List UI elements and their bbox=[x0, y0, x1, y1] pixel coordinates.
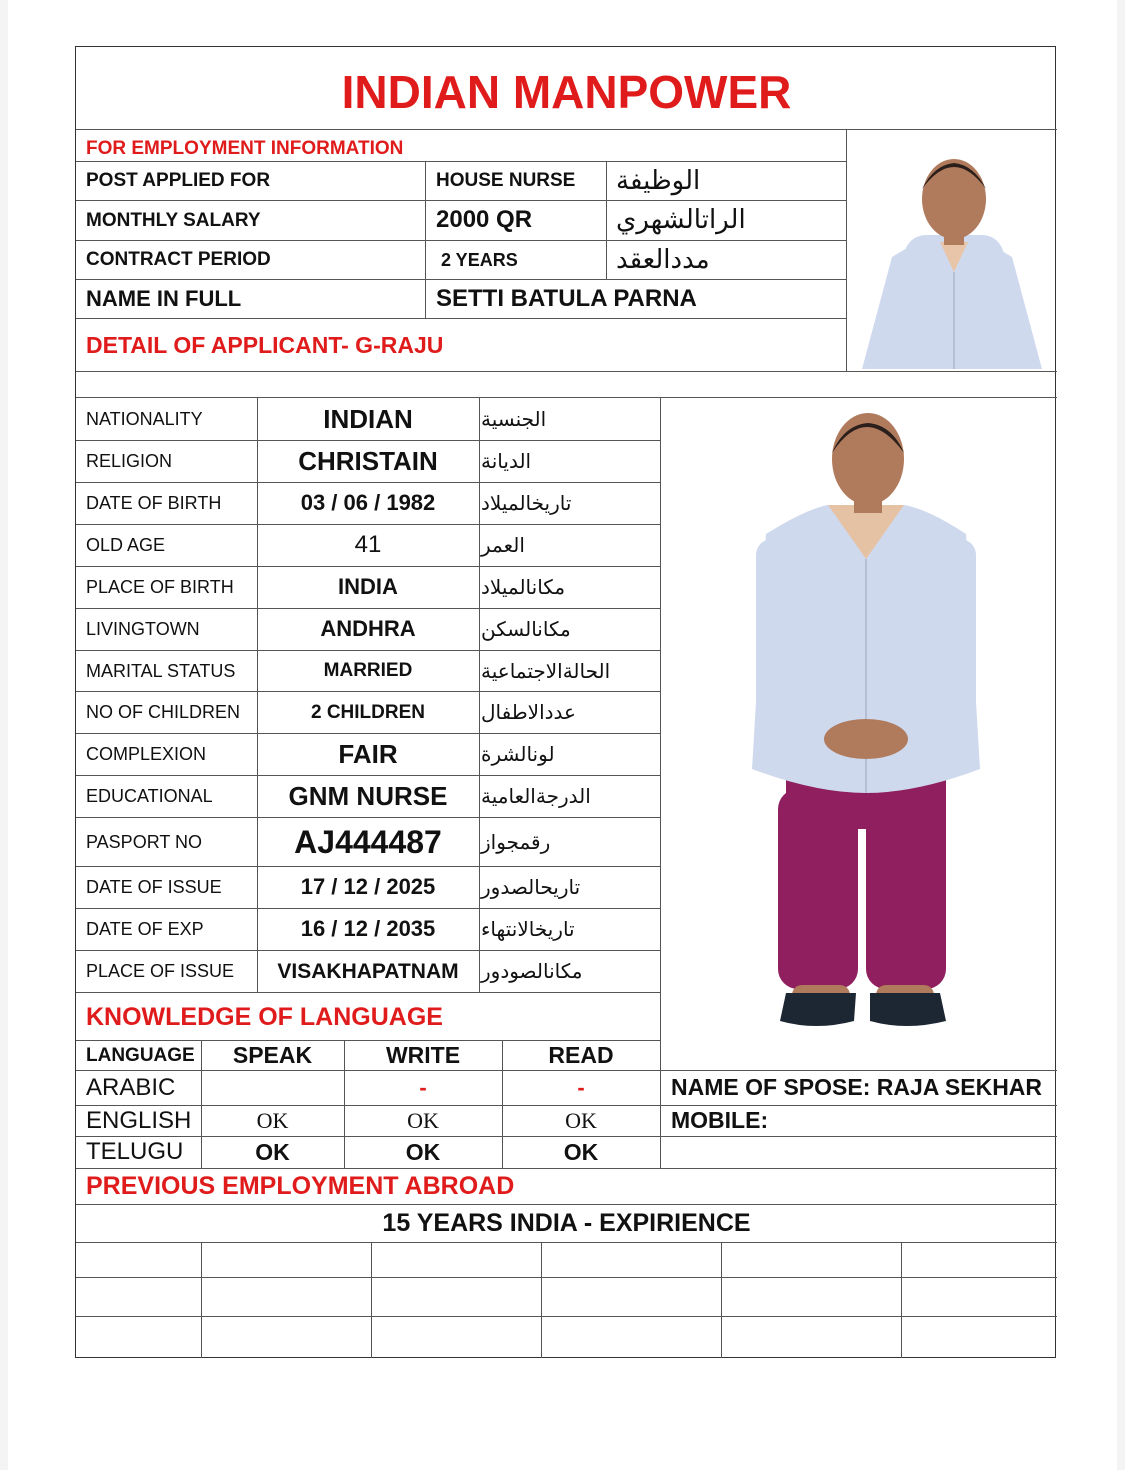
detail-arabic: العمر bbox=[481, 533, 525, 557]
detail-label: DATE OF ISSUE bbox=[86, 877, 222, 897]
detail-arabic: مكانالصودور bbox=[481, 959, 583, 983]
detail-arabic: الديانة bbox=[481, 449, 532, 473]
spouse-name: NAME OF SPOSE: RAJA SEKHAR bbox=[671, 1074, 1043, 1100]
contract-label: CONTRACT PERIOD bbox=[86, 249, 271, 270]
speak-col-header: SPEAK bbox=[232, 1041, 313, 1068]
detail-arabic: مكانالسكن bbox=[481, 617, 571, 641]
english-speak: OK bbox=[256, 1107, 289, 1133]
detail-value: INDIA bbox=[338, 574, 398, 599]
detail-arabic: رقمجواز bbox=[481, 829, 551, 854]
detail-value: AJ444487 bbox=[294, 823, 442, 860]
detail-value: CHRISTAIN bbox=[298, 446, 438, 476]
detail-arabic: لونالشرة bbox=[481, 742, 555, 766]
detail-arabic: تاريخالانتهاء bbox=[481, 917, 575, 941]
detail-label: PLACE OF ISSUE bbox=[86, 961, 235, 981]
detail-label: NATIONALITY bbox=[86, 408, 203, 429]
detail-arabic: الحالةالاجتماعية bbox=[481, 658, 611, 683]
mobile-label: MOBILE: bbox=[671, 1107, 769, 1133]
telugu-write: OK bbox=[405, 1138, 441, 1165]
english-read: OK bbox=[565, 1107, 597, 1133]
detail-label: LIVINGTOWN bbox=[86, 619, 200, 639]
read-col-header: READ bbox=[548, 1041, 614, 1068]
salary-arabic: الراتالشهري bbox=[616, 205, 746, 235]
detail-value: 2 CHILDREN bbox=[310, 701, 425, 723]
manpower-form bbox=[75, 46, 1056, 1358]
detail-value: 03 / 06 / 1982 bbox=[300, 490, 436, 515]
detail-value: INDIAN bbox=[323, 403, 413, 434]
telugu-speak: OK bbox=[255, 1138, 290, 1165]
detail-arabic: الجنسية bbox=[481, 406, 547, 431]
applicant-photo-small bbox=[862, 147, 1042, 369]
detail-value: 17 / 12 / 2025 bbox=[300, 874, 436, 899]
previous-header: PREVIOUS EMPLOYMENT ABROAD bbox=[86, 1171, 515, 1200]
post-arabic: الوظيفة bbox=[616, 165, 701, 196]
contract-value: 2 YEARS bbox=[441, 249, 518, 270]
detail-arabic: تاريخالميلاد bbox=[481, 491, 572, 515]
previous-value: 15 YEARS INDIA - EXPIRIENCE bbox=[382, 1208, 751, 1237]
arabic-write: - bbox=[419, 1074, 427, 1100]
detail-arabic: مكانالميلاد bbox=[481, 575, 566, 599]
detail-arabic: تاريحالصدور bbox=[481, 875, 581, 899]
name-label: NAME IN FULL bbox=[86, 285, 242, 311]
applicant-header: DETAIL OF APPLICANT- G-RAJU bbox=[86, 331, 444, 358]
telugu-read: OK bbox=[563, 1138, 599, 1165]
english-write: OK bbox=[407, 1107, 439, 1133]
detail-label: NO OF CHILDREN bbox=[86, 702, 241, 722]
detail-value: 16 / 12 / 2035 bbox=[300, 916, 436, 941]
detail-label: PLACE OF BIRTH bbox=[86, 577, 234, 597]
detail-value: VISAKHAPATNAM bbox=[277, 959, 459, 983]
language-name: ARABIC bbox=[86, 1073, 176, 1101]
arabic-read: - bbox=[577, 1074, 585, 1100]
salary-value: 2000 QR bbox=[436, 206, 533, 233]
person-full-photo-icon bbox=[716, 409, 1016, 1049]
detail-value: ANDHRA bbox=[320, 616, 416, 641]
detail-label: EDUCATIONAL bbox=[86, 786, 213, 806]
detail-label: OLD AGE bbox=[86, 535, 166, 555]
detail-label: DATE OF BIRTH bbox=[86, 493, 222, 513]
language-name: TELUGU bbox=[86, 1138, 184, 1165]
detail-value: MARRIED bbox=[323, 660, 413, 681]
language-name: ENGLISH bbox=[86, 1106, 192, 1134]
post-label: POST APPLIED FOR bbox=[86, 170, 271, 191]
detail-label: DATE OF EXP bbox=[86, 919, 204, 939]
detail-value: 41 bbox=[354, 531, 382, 558]
detail-label: RELIGION bbox=[86, 451, 173, 471]
detail-label: PASPORT NO bbox=[86, 831, 203, 852]
name-value: SETTI BATULA PARNA bbox=[436, 284, 697, 312]
applicant-photo-large bbox=[716, 409, 1016, 1049]
employment-header: FOR EMPLOYMENT INFORMATION bbox=[86, 137, 404, 159]
write-col-header: WRITE bbox=[385, 1041, 461, 1068]
detail-value: GNM NURSE bbox=[288, 781, 448, 811]
detail-value: FAIR bbox=[338, 739, 398, 769]
post-value: HOUSE NURSE bbox=[436, 170, 576, 191]
detail-label: MARITAL STATUS bbox=[86, 660, 236, 681]
person-photo-icon bbox=[862, 147, 1042, 369]
detail-arabic: عددالاطفال bbox=[481, 700, 576, 724]
contract-arabic: مددالعقد bbox=[616, 244, 710, 275]
form-title: INDIAN MANPOWER bbox=[341, 66, 792, 118]
detail-arabic: الدرجةالعامية bbox=[481, 784, 591, 808]
detail-label: COMPLEXION bbox=[86, 744, 207, 764]
salary-label: MONTHLY SALARY bbox=[86, 209, 261, 231]
arabic-speak bbox=[201, 1070, 344, 1105]
language-col-header: LANGUAGE bbox=[86, 1044, 195, 1066]
language-header: KNOWLEDGE OF LANGUAGE bbox=[86, 1002, 443, 1031]
